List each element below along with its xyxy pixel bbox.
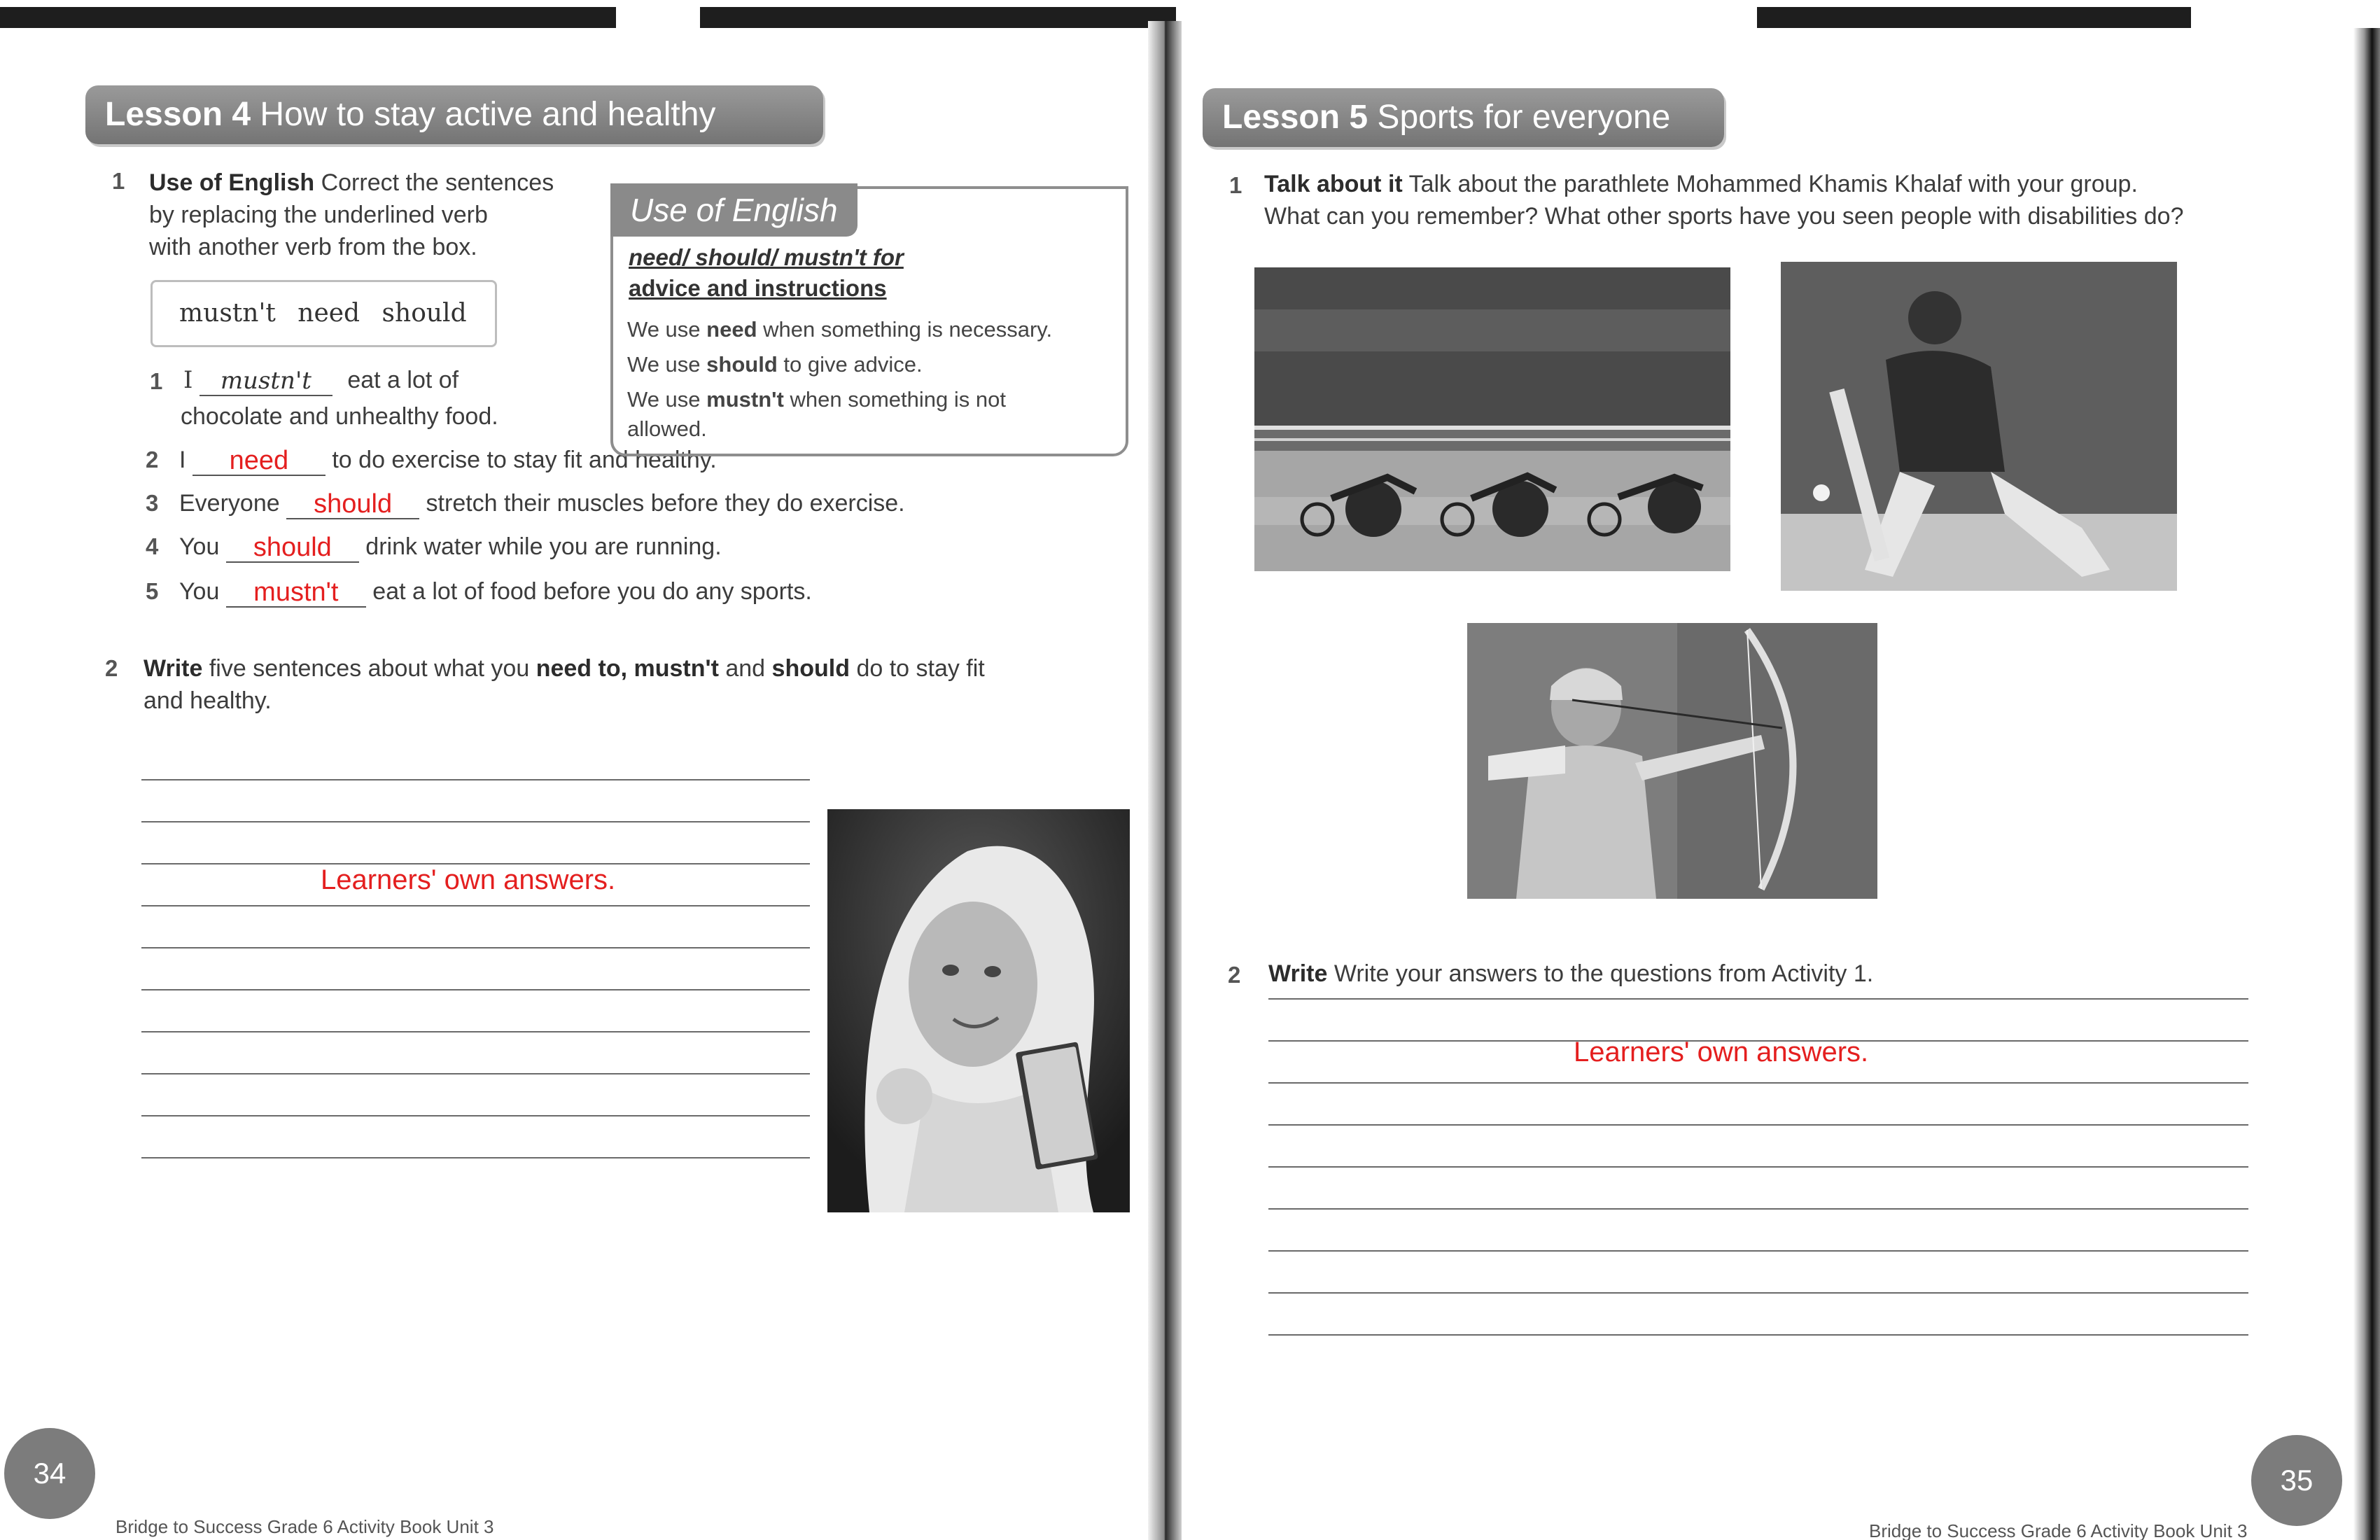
item-text: to do exercise to stay fit and healthy. — [332, 447, 717, 473]
answer-text: mustn't — [253, 578, 339, 607]
instruction-keyword: should — [771, 655, 850, 682]
cricket-player-photo — [1781, 262, 2177, 591]
lesson-4-header — [85, 85, 823, 144]
writing-line[interactable] — [1268, 1166, 2248, 1168]
item-number: 3 — [146, 490, 159, 516]
lesson-5-header — [1203, 88, 1724, 147]
item-number: 2 — [146, 447, 159, 472]
wheelchair-race-illustration — [1254, 267, 1730, 571]
lesson-number: Lesson 4 — [105, 96, 251, 133]
wheelchair-race-photo — [1254, 267, 1730, 571]
writing-line[interactable] — [141, 1115, 810, 1116]
item-text: stretch their muscles before they do exercise. — [426, 490, 905, 517]
writing-line[interactable] — [141, 989, 810, 990]
writing-line[interactable] — [141, 779, 810, 780]
item-number: 5 — [146, 578, 159, 604]
right-page — [1182, 28, 2353, 1540]
instruction-text: five sentences about what you — [209, 655, 530, 682]
rule-text: when something is necessary. — [763, 317, 1053, 342]
lesson-title: Sports for everyone — [1377, 99, 1671, 136]
writing-line[interactable] — [141, 821, 810, 822]
answer-text: should — [314, 489, 393, 519]
answer-blank[interactable] — [192, 447, 326, 476]
lesson-title: How to stay active and healthy — [260, 96, 716, 133]
activity-title: Write — [1268, 960, 1328, 987]
activity-number: 1 — [112, 168, 125, 194]
lesson-number: Lesson 5 — [1222, 99, 1368, 136]
instruction-text: and healthy. — [144, 687, 272, 714]
writing-line[interactable] — [1268, 1082, 2248, 1084]
answer-text: need — [229, 446, 289, 475]
instruction-text: What can you remember? What other sports have you seen people with disabilities do? — [1264, 203, 2184, 230]
answer-text: should — [253, 533, 332, 562]
instruction-text: do to stay fit — [856, 655, 985, 682]
book-spine — [1148, 21, 1182, 1540]
answer-blank[interactable] — [226, 578, 366, 608]
writing-line[interactable] — [1268, 1124, 2248, 1126]
writing-line[interactable] — [1268, 998, 2248, 1000]
writing-line[interactable] — [141, 947, 810, 948]
item-3 — [179, 487, 1005, 519]
grammar-rule — [627, 315, 1117, 344]
writing-line[interactable] — [1268, 1334, 2248, 1336]
rule-text: We use — [627, 352, 701, 377]
item-prefix: You — [179, 533, 220, 560]
item-4 — [179, 531, 949, 563]
item-text: eat a lot of — [347, 367, 459, 393]
subtitle-line: advice and instructions — [629, 275, 887, 301]
item-prefix: You — [179, 578, 220, 605]
use-of-english-subtitle — [629, 242, 979, 304]
activity-number: 2 — [1228, 962, 1241, 988]
grammar-rule — [627, 350, 1117, 379]
scan-dark-band — [700, 7, 1176, 28]
item-prefix: I — [183, 366, 193, 394]
instruction-text: Write your answers to the questions from Activity 1. — [1334, 960, 1874, 987]
activity-1-instructions — [149, 167, 597, 263]
answer-blank[interactable] — [200, 367, 332, 396]
archer-photo — [1467, 623, 1877, 899]
learners-own-answers: Learners' own answers. — [321, 864, 616, 895]
girl-with-books-illustration — [827, 809, 1130, 1212]
footer-book-title: Bridge to Success Grade 6 Activity Book Unit 3 — [1869, 1520, 2248, 1540]
item-prefix: I — [179, 447, 186, 473]
scan-dark-band — [1757, 7, 2191, 28]
item-number: 4 — [146, 533, 159, 559]
instruction-text: and — [725, 655, 766, 682]
subtitle-line: need/ should/ mustn't for — [629, 244, 904, 270]
rule-text: We use — [627, 387, 701, 412]
page-edge — [2353, 28, 2380, 1540]
word-box: mustn't need should — [150, 280, 497, 347]
answer-text: mustn't — [220, 367, 312, 395]
item-text: eat a lot of food before you do any sports. — [372, 578, 812, 605]
activity-2-instructions — [1268, 958, 2108, 990]
writing-line[interactable] — [1268, 1250, 2248, 1252]
rule-keyword: should — [706, 352, 778, 377]
rule-text: when something is not allowed. — [627, 387, 1006, 441]
page-number-badge: 34 — [4, 1428, 95, 1519]
writing-line[interactable] — [141, 1031, 810, 1032]
instruction-line: by replacing the underlined verb — [149, 202, 488, 228]
cricket-player-illustration — [1781, 262, 2177, 591]
activity-number: 2 — [105, 655, 118, 681]
archer-illustration — [1467, 623, 1877, 899]
writing-line[interactable] — [141, 1073, 810, 1074]
scan-dark-band — [0, 7, 616, 28]
answer-blank[interactable] — [286, 490, 419, 519]
rule-keyword: mustn't — [706, 387, 784, 412]
footer-book-title: Bridge to Success Grade 6 Activity Book Unit 3 — [115, 1516, 494, 1537]
writing-line[interactable] — [1268, 1208, 2248, 1210]
girl-with-books-photo — [827, 809, 1130, 1212]
page-number-badge: 35 — [2251, 1435, 2342, 1526]
answer-blank[interactable] — [226, 533, 359, 563]
instruction-keyword: need to, mustn't — [536, 655, 719, 682]
use-of-english-tab: Use of English — [610, 183, 858, 237]
instruction-line: Correct the sentences — [321, 169, 554, 196]
writing-line[interactable] — [1268, 1292, 2248, 1294]
rule-text: to give advice. — [783, 352, 923, 377]
left-page — [0, 28, 1148, 1540]
item-prefix: Everyone — [179, 490, 280, 517]
writing-line[interactable] — [141, 1157, 810, 1158]
rule-text: We use — [627, 317, 701, 342]
instruction-line: with another verb from the box. — [149, 234, 477, 260]
item-text: drink water while you are running. — [365, 533, 722, 560]
item-1 — [183, 364, 603, 396]
activity-2-instructions — [144, 652, 1082, 717]
rule-keyword: need — [706, 317, 757, 342]
activity-number: 1 — [1229, 172, 1242, 198]
activity-title: Use of English — [149, 169, 315, 196]
activity-title: Talk about it — [1264, 171, 1403, 197]
learners-own-answers: Learners' own answers. — [1574, 1037, 1869, 1068]
activity-title: Write — [144, 655, 203, 682]
writing-line[interactable] — [141, 905, 810, 906]
item-1-line2: chocolate and unhealthy food. — [181, 403, 498, 430]
item-5 — [179, 575, 949, 608]
item-number: 1 — [150, 368, 163, 394]
grammar-rule — [627, 385, 1075, 444]
instruction-text: Talk about the parathlete Mohammed Khamis Khalaf with your group. — [1408, 171, 2138, 197]
activity-1-instructions — [1264, 168, 2328, 232]
